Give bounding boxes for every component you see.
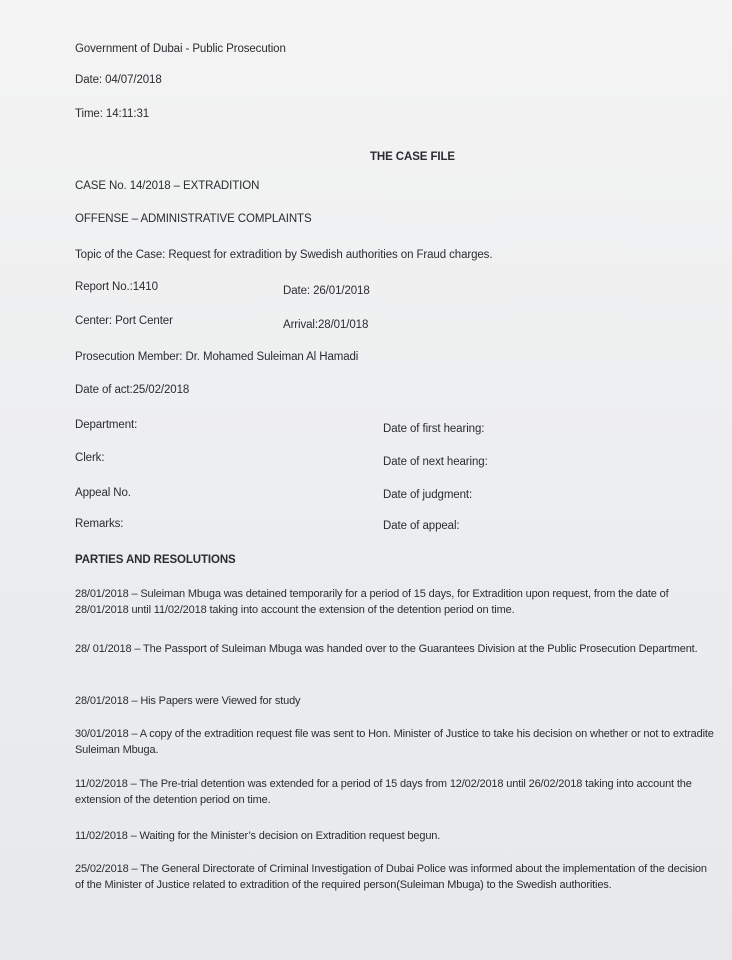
resolution-entry: 25/02/2018 – The General Directorate of Criminal Investigation of Dubai Police was informed about the implementation of the decision of the Minister of Justice related to extradition of the required person(Suleiman Mbuga) to the Swedish authorities.: [75, 863, 707, 891]
case-offense: OFFENSE – ADMINISTRATIVE COMPLAINTS: [75, 213, 312, 225]
center: Center: Port Center: [75, 315, 173, 327]
field-clerk: Clerk:: [75, 452, 105, 464]
date-of-act: Date of act:25/02/2018: [75, 384, 190, 396]
resolution-entry: 28/01/2018 – Suleiman Mbuga was detained temporarily for a period of 15 days, for Extradition upon request, from the date of 28/01/2018 until 11/02/2018 taking into account the extension of the detention period on time.: [75, 588, 669, 616]
field-remarks: Remarks:: [75, 518, 124, 530]
resolution-entry: 28/ 01/2018 – The Passport of Suleiman Mbuga was handed over to the Guarantees Division at the Public Prosecution Department.: [75, 643, 698, 655]
resolution-entry: 28/01/2018 – His Papers were Viewed for study: [75, 695, 301, 707]
field-judgment: Date of judgment:: [383, 489, 473, 501]
field-department: Department:: [75, 419, 138, 431]
resolution-entry: 11/02/2018 – Waiting for the Minister’s decision on Extradition request begun.: [75, 830, 441, 842]
header-org: Government of Dubai - Public Prosecution: [75, 43, 286, 55]
resolution-entry: 30/01/2018 – A copy of the extradition request file was sent to Hon. Minister of Justice to take his decision on whether or not to extradite Suleiman Mbuga.: [75, 728, 714, 756]
header-time: Time: 14:11:31: [75, 108, 150, 120]
prosecution-member: Prosecution Member: Dr. Mohamed Suleiman Al Hamadi: [75, 351, 359, 363]
case-number: CASE No. 14/2018 – EXTRADITION: [75, 180, 260, 192]
header-date: Date: 04/07/2018: [75, 74, 162, 86]
field-first-hearing: Date of first hearing:: [383, 423, 485, 435]
resolutions-heading: PARTIES AND RESOLUTIONS: [75, 554, 236, 566]
field-date-of-appeal: Date of appeal:: [383, 520, 460, 532]
field-next-hearing: Date of next hearing:: [383, 456, 488, 468]
report-date: Date: 26/01/2018: [283, 285, 370, 297]
resolution-entry: 11/02/2018 – The Pre-trial detention was extended for a period of 15 days from 12/02/2018 until 26/02/2018 taking into account the extension of the detention period on time.: [75, 778, 692, 806]
arrival-date: Arrival:28/01/018: [283, 319, 369, 331]
field-appeal-no: Appeal No.: [75, 487, 131, 499]
report-number: Report No.:1410: [75, 281, 158, 293]
case-file-title: THE CASE FILE: [370, 151, 455, 163]
case-topic: Topic of the Case: Request for extradition by Swedish authorities on Fraud charges.: [75, 249, 493, 261]
